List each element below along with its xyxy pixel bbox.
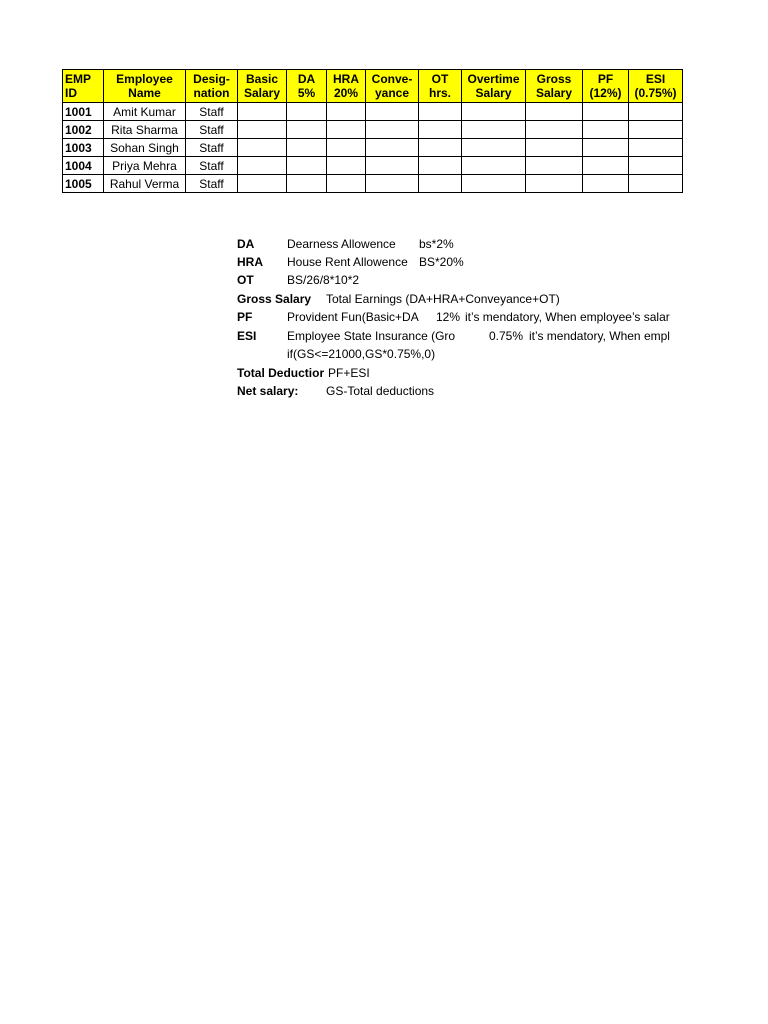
note-key: OT (237, 273, 254, 287)
cell-emp-id: 1003 (63, 139, 104, 157)
cell-emp-id: 1002 (63, 121, 104, 139)
note-rate: 12% (436, 310, 461, 324)
note-desc: BS/26/8*10*2 (287, 273, 360, 287)
cell-designation: Staff (186, 175, 238, 193)
note-key: ESI (237, 329, 257, 343)
cell-employee-name: Priya Mehra (104, 157, 186, 175)
note-formula: if(GS<=21000,GS*0.75%,0) (287, 347, 436, 361)
note-desc: Employee State Insurance (Gro (287, 329, 456, 343)
cell-emp-id: 1005 (63, 175, 104, 193)
note-desc: GS-Total deductions (326, 384, 435, 398)
cell-emp-id: 1004 (63, 157, 104, 175)
header-conveyance: Conve- yance (366, 70, 419, 103)
cell-designation: Staff (186, 157, 238, 175)
header-esi: ESI (0.75%) (629, 70, 683, 103)
cell-emp-id: 1001 (63, 103, 104, 121)
note-key: Gross Salary (237, 292, 312, 306)
cell-designation: Staff (186, 103, 238, 121)
cell-designation: Staff (186, 121, 238, 139)
note-desc: Total Earnings (DA+HRA+Conveyance+OT) (326, 292, 560, 306)
note-formula: bs*2% (419, 237, 454, 251)
cell-employee-name: Rita Sharma (104, 121, 186, 139)
header-basic-salary: Basic Salary (238, 70, 287, 103)
header-overtime-salary: Overtime Salary (462, 70, 526, 103)
note-key: Total Deductior (237, 366, 325, 380)
header-hra: HRA 20% (327, 70, 366, 103)
note-key: HRA (237, 255, 263, 269)
cell-designation: Staff (186, 139, 238, 157)
note-key: PF (237, 310, 253, 324)
cell-employee-name: Sohan Singh (104, 139, 186, 157)
note-rate: 0.75% (489, 329, 524, 343)
note-key: DA (237, 237, 255, 251)
header-ot-hrs: OT hrs. (419, 70, 462, 103)
header-pf: PF (12%) (583, 70, 629, 103)
header-da: DA 5% (287, 70, 327, 103)
note-desc: House Rent Allowence (287, 255, 408, 269)
note-remark: it’s mendatory, When employee’s salar (465, 310, 670, 324)
note-remark: it’s mendatory, When empl (529, 329, 670, 343)
cell-employee-name: Amit Kumar (104, 103, 186, 121)
header-gross-salary: Gross Salary (526, 70, 583, 103)
header-designation: Desig- nation (186, 70, 238, 103)
note-formula: BS*20% (419, 255, 464, 269)
note-desc: PF+ESI (328, 366, 370, 380)
note-key: Net salary: (237, 384, 299, 398)
note-desc: Provident Fun(Basic+DA (287, 310, 419, 324)
header-employee-name: Employee Name (104, 70, 186, 103)
cell-employee-name: Rahul Verma (104, 175, 186, 193)
note-desc: Dearness Allowence (287, 237, 396, 251)
header-emp-id: EMP ID (63, 70, 104, 103)
